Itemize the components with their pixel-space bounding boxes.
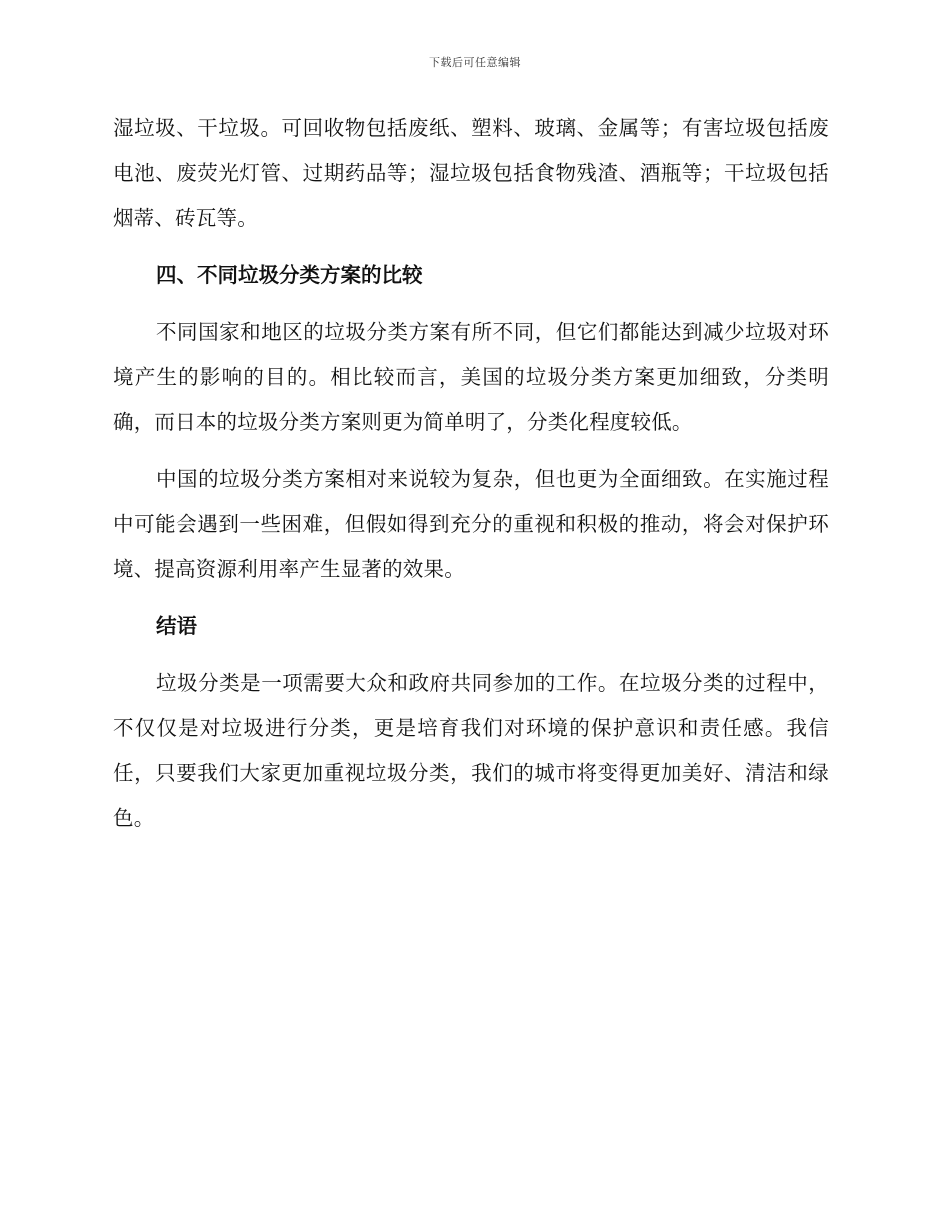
paragraph-china-scheme: 中国的垃圾分类方案相对来说较为复杂，但也更为全面细致。在实施过程中可能会遇到一些困难，但假如得到充分的重视和积极的推动，将会对保护环境、提高资源利用率产生显著的效果。 xyxy=(113,467,829,581)
paragraph-conclusion: 垃圾分类是一项需要大众和政府共同参加的工作。在垃圾分类的过程中，不仅仅是对垃圾进行分类，更是培育我们对环境的保护意识和责任感。我信任，只要我们大家更加重视垃圾分类，我们的城市将变得更加美好、清洁和绿色。 xyxy=(113,671,829,830)
document-body xyxy=(113,106,829,841)
paragraph-waste-categories: 湿垃圾、干垃圾。可回收物包括废纸、塑料、玻璃、金属等；有害垃圾包括废电池、废荧光灯管、过期药品等；湿垃圾包括食物残渣、酒瓶等；干垃圾包括烟蒂、砖瓦等。 xyxy=(113,116,829,230)
paragraph-country-comparison: 不同国家和地区的垃圾分类方案有所不同，但它们都能达到减少垃圾对环境产生的影响的目的。相比较而言，美国的垃圾分类方案更加细致，分类明确，而日本的垃圾分类方案则更为简单明了，分类化程度较低。 xyxy=(113,320,829,434)
section-heading-comparison: 四、不同垃圾分类方案的比较 xyxy=(156,263,423,287)
section-heading-conclusion: 结语 xyxy=(156,614,197,638)
header-note: 下载后可任意编辑 xyxy=(429,56,521,69)
paragraph-gap xyxy=(113,445,829,457)
